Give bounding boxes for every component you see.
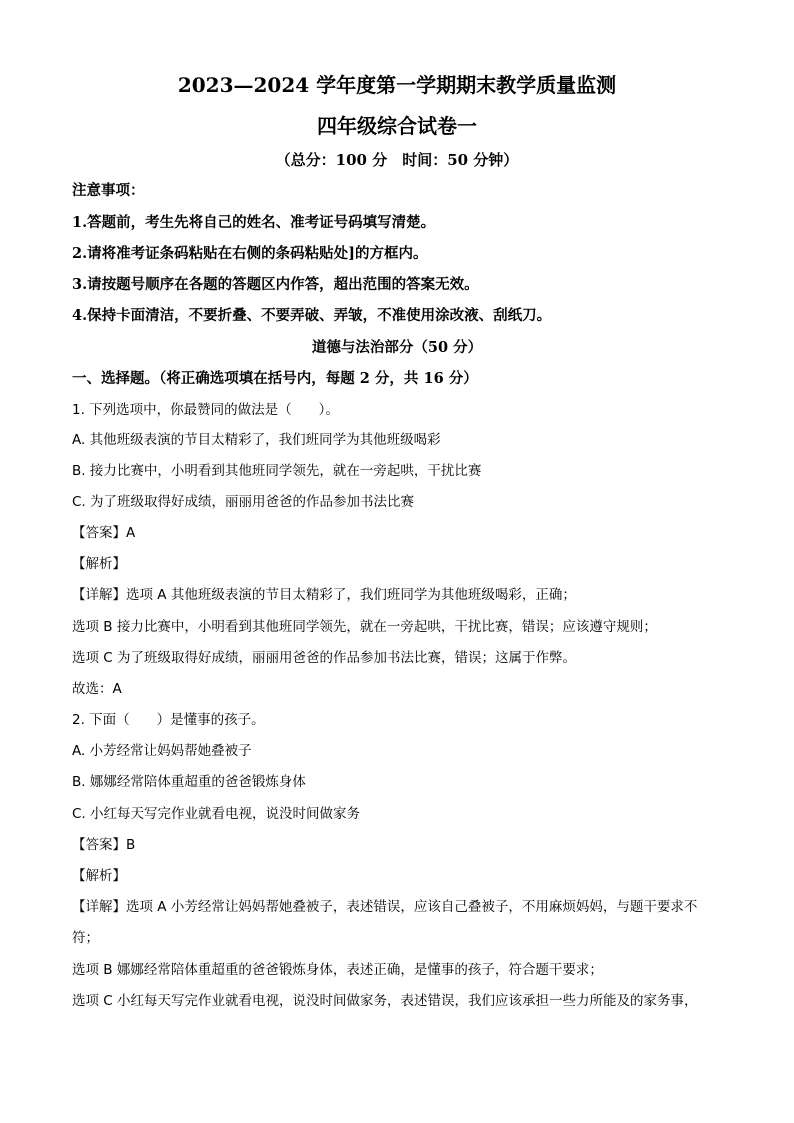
analysis-label: 【解析】 [72,556,126,572]
detail-text: 选项 A 小芳经常让妈妈帮她叠被子，表述错误，应该自己叠被子，不用麻烦妈妈，与题干要求不 [126,899,698,915]
answer-value: A [126,525,136,541]
question-option: A. 其他班级表演的节目太精彩了，我们班同学为其他班级喝彩 [72,432,441,448]
detail-text: 符； [72,930,99,946]
notice-item: 4.保持卡面清洁，不要折叠、不要弄破、弄皱，不准使用涂改液、刮纸刀。 [72,307,552,324]
detail-text: 选项 C 为了班级取得好成绩，丽丽用爸爸的作品参加书法比赛，错误；这属于作弊。 [72,650,577,666]
detail-row [72,897,734,917]
question-option: C. 小红每天写完作业就看电视，说没时间做家务 [72,806,361,822]
exam-title: 2023—2024 学年度第一学期期末教学质量监测 [177,73,617,97]
analysis-label: 【解析】 [72,868,126,884]
answer-row [72,523,734,543]
conclusion: 故选：A [72,681,122,697]
question-option: B. 接力比赛中，小明看到其他班同学领先，就在一旁起哄，干扰比赛 [72,463,482,479]
question-stem: 2. 下面（ ）是懂事的孩子。 [72,712,265,728]
detail-text: 选项 B 娜娜经常陪体重超重的爸爸锻炼身体，表述正确，是懂事的孩子，符合题干要求； [72,962,603,978]
detail-row [72,585,734,605]
detail-text: 选项 C 小红每天写完作业就看电视，说没时间做家务，表述错误，我们应该承担一些力所能及的家务事， [72,993,698,1009]
answer-label: 【答案】 [72,837,126,853]
detail-text: 选项 B 接力比赛中，小明看到其他班同学领先，就在一旁起哄，干扰比赛，错误；应该遵守规则； [72,619,657,635]
notice-item: 1.答题前，考生先将自己的姓名、准考证号码填写清楚。 [72,214,436,231]
notice-heading: 注意事项： [72,182,145,199]
exam-score-time: （总分：100 分 时间：50 分钟） [275,151,519,169]
detail-label: 【详解】 [72,899,126,915]
question-option: A. 小芳经常让妈妈帮她叠被子 [72,743,252,759]
question-option: B. 娜娜经常陪体重超重的爸爸锻炼身体 [72,774,306,790]
detail-label: 【详解】 [72,587,126,603]
question-option: C. 为了班级取得好成绩，丽丽用爸爸的作品参加书法比赛 [72,494,415,510]
notice-item: 2.请将准考证条码粘贴在右侧的条码粘贴处]的方框内。 [72,245,428,262]
section-name: 道德与法治部分（50 分） [311,339,483,356]
detail-text: 选项 A 其他班级表演的节目太精彩了，我们班同学为其他班级喝彩，正确； [126,587,576,603]
exam-subtitle: 四年级综合试卷一 [317,114,477,138]
notice-item: 3.请按题号顺序在各题的答题区内作答，超出范围的答案无效。 [72,276,479,293]
part-title: 一、选择题。（将正确选项填在括号内，每题 2 分，共 16 分） [72,370,478,387]
answer-value: B [126,837,136,853]
question-stem: 1. 下列选项中，你最赞同的做法是（ ）。 [72,402,339,418]
answer-label: 【答案】 [72,525,126,541]
answer-row [72,835,734,855]
